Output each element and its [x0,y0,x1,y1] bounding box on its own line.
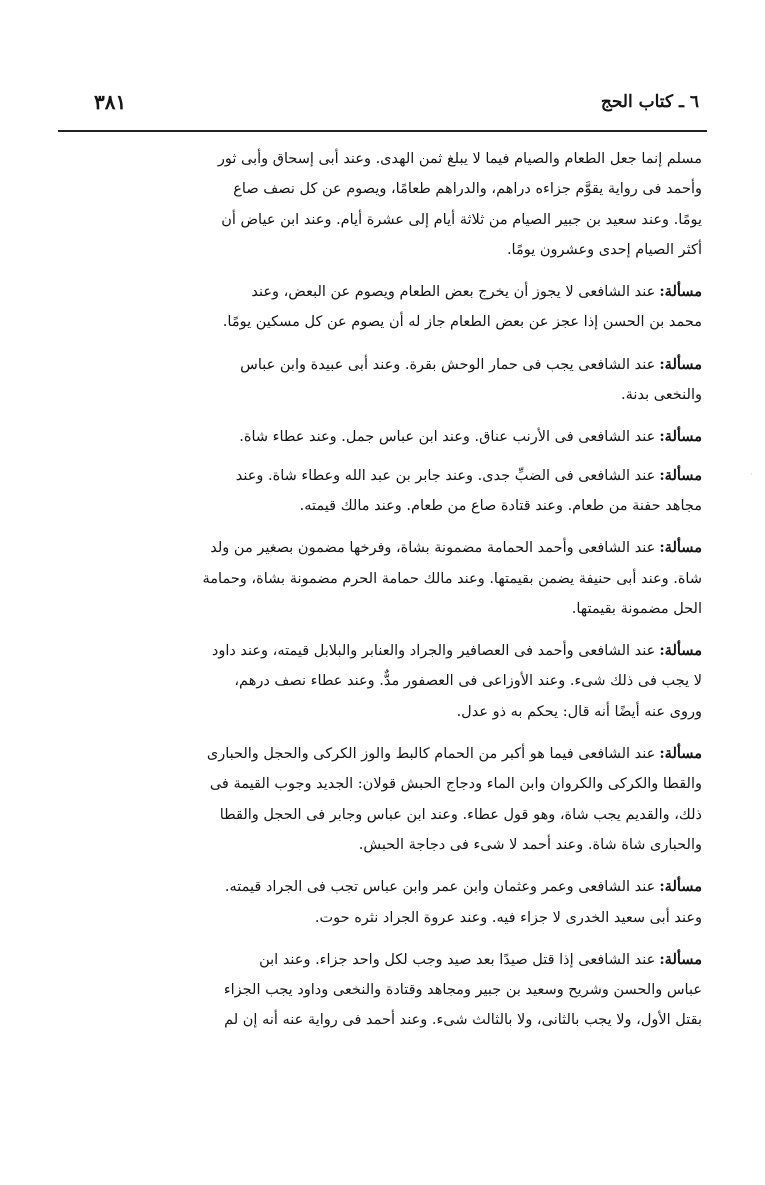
text-run: عند الشافعى فى الأرنب عناق. وعند ابن عباس جمل. وعند عطاء شاة. [239,429,656,446]
text-line [72,533,702,563]
text-line: وعند أبى سعيد الخدرى لا جزاء فيه. وعند عروة الجراد نثره حوت. [314,909,702,926]
text-line [72,945,702,975]
paragraph-gap [72,521,702,533]
text-line: لا يجب فى ذلك شىء. وعند الأوزاعى فى العصفور مدٌّ. وعند عطاء نصف درهم، [234,673,702,690]
text-run: عند الشافعى لا يجوز أن يخرج بعض الطعام ويصوم عن البعض، وعند [251,284,656,301]
text-run: عند الشافعى فى الضبِّ جدى. وعند جابر بن عبد الله وعطاء شاة. وعند [235,467,656,484]
paragraph-1 [72,277,702,338]
page-number: ٣٨١ [94,90,127,114]
paragraph-7 [72,739,702,860]
text-line [72,739,702,769]
paragraph-9 [72,945,702,1036]
text-line [72,350,702,380]
issue-label: مسألة: [659,466,702,484]
issue-label: مسألة: [659,950,702,968]
paragraph-5 [72,533,702,624]
text-line: والحبارى شاة شاة. وعند أحمد لا شىء فى دجاجة الحبش. [358,836,702,853]
text-line: عباس والحسن وشريح وسعيد بن جبير ومجاهد وقتادة والنخعى وداود يجب الجزاء [223,982,702,999]
text-line: محمد بن الحسن إذا عجز عن بعض الطعام جاز له أن يصوم عن كل مسكين يومًا. [222,314,702,331]
paragraph-gap [72,265,702,277]
issue-label: مسألة: [659,283,702,301]
text-line: مسلم إنما جعل الطعام والصيام فيما لا يبلغ ثمن الهدى. وعند أبى إسحاق وأبى ثور [217,151,702,167]
paragraph-gap [72,624,702,636]
paragraph-4 [72,461,702,522]
text-line: أكثر الصيام إحدى وعشرون يومًا. [506,241,702,258]
text-line: وأحمد فى رواية يقوَّم جزاءه دراهم، والدراهم طعامًا، ويصوم عن كل نصف صاع [233,181,702,198]
text-line: يومًا. وعند سعيد بن جبير الصيام من ثلاثة أيام إلى عشرة أيام. وعند ابن عياض أن [221,211,702,228]
page-header [58,86,707,132]
paragraph-0 [72,144,702,265]
issue-label: مسألة: [659,878,702,896]
paragraph-gap [72,453,702,461]
text-line [72,872,702,902]
paragraph-gap [72,410,702,422]
paragraph-8 [72,872,702,933]
text-line [72,636,702,666]
text-run: عند الشافعى وعمر وعثمان وابن عمر وابن عباس تجب فى الجراد قيمته. [224,879,656,896]
issue-label: مسألة: [659,428,702,446]
text-line: والنخعى بدنة. [621,387,702,404]
text-line: ذلك، والقديم يجب شاة، وهو قول عطاء. وعند ابن عباس وجابر فى الحجل والقطا [219,806,702,823]
text-line [72,461,702,491]
paragraph-6 [72,636,702,727]
paragraph-gap [72,860,702,872]
text-line: مجاهد حفنة من طعام. وعند قتادة صاع من طعام. وعند مالك قيمته. [299,497,702,514]
text-line: والقطا والكركى والكروان وابن الماء ودجاج الحبش قولان: الجديد وجوب القيمة فى [209,776,702,793]
paragraph-3 [72,422,702,452]
text-line [72,277,702,307]
chapter-title: ٦ ـ كتاب الحج [600,92,699,112]
issue-label: مسألة: [659,539,702,557]
text-run: عند الشافعى وأحمد فى العصافير والجراد والعنابر والبلابل قيمته، وعند داود [211,643,656,660]
paragraph-gap [72,338,702,350]
text-line: وروى عنه أيضًا أنه قال: يحكم به ذو عدل. [456,703,702,720]
text-run: عند الشافعى وأحمد الحمامة مضمونة بشاة، وفرخها مضمون بصغير من ولد [210,540,656,557]
text-run: عند الشافعى يجب فى حمار الوحش بقرة. وعند أبى عبيدة وابن عباس [240,356,656,373]
text-line: بقتل الأول، ولا يجب بالثانى، ولا بالثالث شىء. وعند أحمد فى رواية عنه أنه إن لم [224,1012,702,1029]
text-run: عند الشافعى فيما هو أكبر من الحمام كالبط والوز الكركى والحجل والحبارى [206,746,656,763]
margin-mark: · [750,470,753,480]
text-run: عند الشافعى إذا قتل صيدًا بعد صيد وجب لكل واحد جزاء. وعند ابن [259,951,656,968]
paragraph-2 [72,350,702,411]
page-body [72,144,702,1036]
issue-label: مسألة: [659,745,702,763]
text-line [72,422,702,452]
text-line: شاة. وعند أبى حنيفة يضمن بقيمتها. وعند مالك حمامة الحرم مضمونة بشاة، وحمامة [202,570,702,587]
paragraph-gap [72,727,702,739]
paragraph-gap [72,933,702,945]
text-line: الحل مضمونة بقيمتها. [571,600,702,617]
issue-label: مسألة: [659,642,702,660]
issue-label: مسألة: [659,355,702,373]
